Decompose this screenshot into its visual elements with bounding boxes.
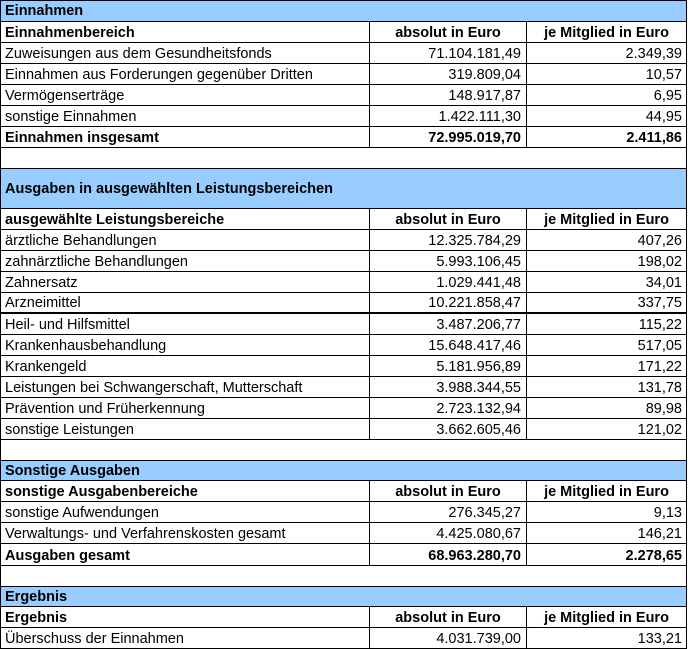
cell-absolute — [370, 523, 527, 543]
header-absolute — [370, 607, 527, 627]
cell-text: sonstige Einnahmen — [5, 109, 137, 125]
cell-per-member — [527, 356, 686, 376]
cell-absolute — [370, 85, 527, 105]
cell-text: Einnahmen insgesamt — [5, 130, 159, 146]
cell-absolute — [370, 314, 527, 334]
cell-text: Prävention und Früherkennung — [5, 401, 205, 417]
cell-text: sonstige Leistungen — [5, 422, 134, 438]
cell-label — [1, 251, 370, 271]
cell-per-member — [527, 335, 686, 355]
cell-text: 44,95 — [645, 109, 682, 125]
section-title: Ausgaben in ausgewählten Leistungsbereichen — [5, 181, 333, 197]
cell-text: Krankenhausbehandlung — [5, 338, 167, 354]
table-header-row — [0, 209, 687, 230]
cell-text: 10,57 — [645, 67, 682, 83]
table-row — [0, 314, 687, 335]
cell-text: je Mitglied in Euro — [544, 25, 669, 41]
cell-text: 276.345,27 — [448, 505, 521, 521]
cell-per-member — [527, 272, 686, 292]
cell-text: je Mitglied in Euro — [544, 212, 669, 228]
table-row — [0, 293, 687, 314]
header-absolute — [370, 22, 527, 42]
cell-absolute — [370, 544, 527, 565]
header-per-member — [527, 607, 686, 627]
table-header-row — [0, 607, 687, 628]
cell-absolute — [370, 251, 527, 271]
cell-label — [1, 419, 370, 439]
cell-per-member — [527, 251, 686, 271]
cell-text: ausgewählte Leistungsbereiche — [5, 212, 225, 228]
cell-text: zahnärztliche Behandlungen — [5, 254, 188, 270]
cell-absolute — [370, 64, 527, 84]
table-row — [0, 628, 687, 649]
cell-absolute — [370, 502, 527, 522]
cell-per-member — [527, 314, 686, 334]
cell-label — [1, 377, 370, 397]
cell-text: 34,01 — [645, 275, 682, 291]
header-per-member — [527, 209, 686, 229]
cell-text: absolut in Euro — [395, 25, 501, 41]
cell-text: absolut in Euro — [395, 610, 501, 626]
table-row — [0, 43, 687, 64]
cell-absolute — [370, 127, 527, 147]
header-absolute — [370, 209, 527, 229]
table-row — [0, 356, 687, 377]
spacer — [0, 440, 687, 460]
cell-per-member — [527, 377, 686, 397]
cell-text: 2.278,65 — [625, 548, 682, 564]
cell-text: 3.662.605,46 — [436, 422, 521, 438]
cell-per-member — [527, 419, 686, 439]
cell-absolute — [370, 272, 527, 292]
cell-label — [1, 335, 370, 355]
cell-per-member — [527, 64, 686, 84]
cell-text: 1.422.111,30 — [438, 109, 521, 125]
cell-label — [1, 293, 370, 312]
cell-text: 2.723.132,94 — [436, 401, 521, 417]
cell-absolute — [370, 419, 527, 439]
section-title: Ergebnis — [5, 589, 68, 605]
cell-per-member — [527, 43, 686, 63]
cell-label — [1, 502, 370, 522]
cell-text: 121,02 — [637, 422, 682, 438]
cell-text: 71.104.181,49 — [428, 46, 521, 62]
cell-text: 337,75 — [637, 295, 682, 311]
table-row — [0, 419, 687, 440]
cell-text: 68.963.280,70 — [428, 548, 521, 564]
cell-text: 15.648.417,46 — [428, 338, 521, 354]
cell-text: je Mitglied in Euro — [544, 484, 669, 500]
cell-per-member — [527, 85, 686, 105]
table-row — [0, 64, 687, 85]
table-header-row — [0, 22, 687, 43]
cell-label — [1, 398, 370, 418]
cell-text: 319.809,04 — [448, 67, 521, 83]
header-area — [1, 209, 370, 229]
section-sonstige-title — [0, 460, 687, 481]
cell-text: 148.917,87 — [448, 88, 521, 104]
cell-absolute — [370, 628, 527, 648]
table-header-row — [0, 481, 687, 502]
header-per-member — [527, 22, 686, 42]
table-row — [0, 106, 687, 127]
cell-text: ärztliche Behandlungen — [5, 233, 157, 249]
cell-text: 10.221.858,47 — [428, 295, 521, 311]
cell-text: Krankengeld — [5, 359, 87, 375]
cell-text: 4.031.739,00 — [436, 631, 521, 647]
cell-absolute — [370, 293, 527, 312]
cell-text: Einnahmenbereich — [5, 25, 135, 41]
cell-label — [1, 544, 370, 565]
cell-label — [1, 523, 370, 543]
cell-absolute — [370, 106, 527, 126]
cell-per-member — [527, 106, 686, 126]
cell-text: 9,13 — [653, 505, 682, 521]
section-title: Sonstige Ausgaben — [5, 463, 140, 479]
section-ausgaben-title — [0, 168, 687, 209]
cell-text: 131,78 — [637, 380, 682, 396]
cell-label — [1, 64, 370, 84]
cell-text: 133,21 — [637, 631, 682, 647]
cell-text: Einnahmen aus Forderungen gegenüber Dritten — [5, 67, 313, 83]
cell-text: 12.325.784,29 — [428, 233, 521, 249]
table-row — [0, 85, 687, 106]
cell-text: 4.425.080,67 — [436, 526, 521, 542]
header-absolute — [370, 481, 527, 501]
cell-per-member — [527, 293, 686, 312]
cell-text: 6,95 — [653, 88, 682, 104]
table-row — [0, 251, 687, 272]
header-per-member — [527, 481, 686, 501]
header-area — [1, 481, 370, 501]
cell-text: Ausgaben gesamt — [5, 548, 130, 564]
table-row — [0, 523, 687, 544]
cell-per-member — [527, 127, 686, 147]
cell-per-member — [527, 628, 686, 648]
cell-label — [1, 127, 370, 147]
cell-text: 2.411,86 — [626, 130, 682, 146]
cell-text: 517,05 — [637, 338, 682, 354]
total-row — [0, 127, 687, 148]
cell-text: Überschuss der Einnahmen — [5, 631, 184, 647]
cell-absolute — [370, 377, 527, 397]
cell-absolute — [370, 43, 527, 63]
cell-absolute — [370, 398, 527, 418]
cell-text: Ergebnis — [5, 610, 68, 626]
cell-text: 5.993.106,45 — [436, 254, 521, 270]
cell-per-member — [527, 523, 686, 543]
section-ergebnis-title — [0, 586, 687, 607]
cell-text: sonstige Aufwendungen — [5, 505, 159, 521]
cell-text: Zahnersatz — [5, 275, 78, 291]
cell-per-member — [527, 230, 686, 250]
cell-text: sonstige Ausgabenbereiche — [5, 484, 198, 500]
cell-absolute — [370, 356, 527, 376]
cell-text: 72.995.019,70 — [428, 130, 521, 146]
cell-per-member — [527, 502, 686, 522]
cell-label — [1, 43, 370, 63]
cell-label — [1, 230, 370, 250]
cell-text: 407,26 — [637, 233, 682, 249]
cell-text: absolut in Euro — [395, 484, 501, 500]
spacer — [0, 566, 687, 586]
cell-text: 198,02 — [637, 254, 682, 270]
table-row — [0, 230, 687, 251]
total-row — [0, 544, 687, 566]
cell-text: 171,22 — [637, 359, 682, 375]
cell-per-member — [527, 398, 686, 418]
cell-text: 5.181.956,89 — [436, 359, 521, 375]
cell-text: Vermögenserträge — [5, 88, 125, 104]
section-title: Einnahmen — [5, 3, 84, 19]
section-einnahmen-title — [0, 0, 687, 22]
header-area — [1, 22, 370, 42]
table-row — [0, 398, 687, 419]
cell-label — [1, 314, 370, 334]
cell-absolute — [370, 335, 527, 355]
table-row — [0, 502, 687, 523]
spacer — [0, 148, 687, 168]
header-area — [1, 607, 370, 627]
cell-label — [1, 85, 370, 105]
cell-text: absolut in Euro — [395, 212, 501, 228]
cell-text: Heil- und Hilfsmittel — [5, 317, 130, 333]
cell-text: 115,22 — [638, 317, 682, 333]
cell-absolute — [370, 230, 527, 250]
cell-text: Leistungen bei Schwangerschaft, Mutterschaft — [5, 380, 303, 396]
cell-text: 1.029.441,48 — [436, 275, 521, 291]
cell-per-member — [527, 544, 686, 565]
table-row — [0, 272, 687, 293]
cell-text: 89,98 — [645, 401, 682, 417]
cell-label — [1, 628, 370, 648]
cell-text: Verwaltungs- und Verfahrenskosten gesamt — [5, 526, 286, 542]
cell-text: 3.988.344,55 — [436, 380, 521, 396]
cell-text: 2.349,39 — [625, 46, 682, 62]
table-row — [0, 377, 687, 398]
cell-label — [1, 106, 370, 126]
cell-text: Zuweisungen aus dem Gesundheitsfonds — [5, 46, 272, 62]
cell-text: 146,21 — [637, 526, 682, 542]
cell-text: je Mitglied in Euro — [544, 610, 669, 626]
table-row — [0, 335, 687, 356]
cell-text: Arzneimittel — [5, 295, 81, 311]
cell-label — [1, 356, 370, 376]
cell-text: 3.487.206,77 — [436, 317, 521, 333]
cell-label — [1, 272, 370, 292]
